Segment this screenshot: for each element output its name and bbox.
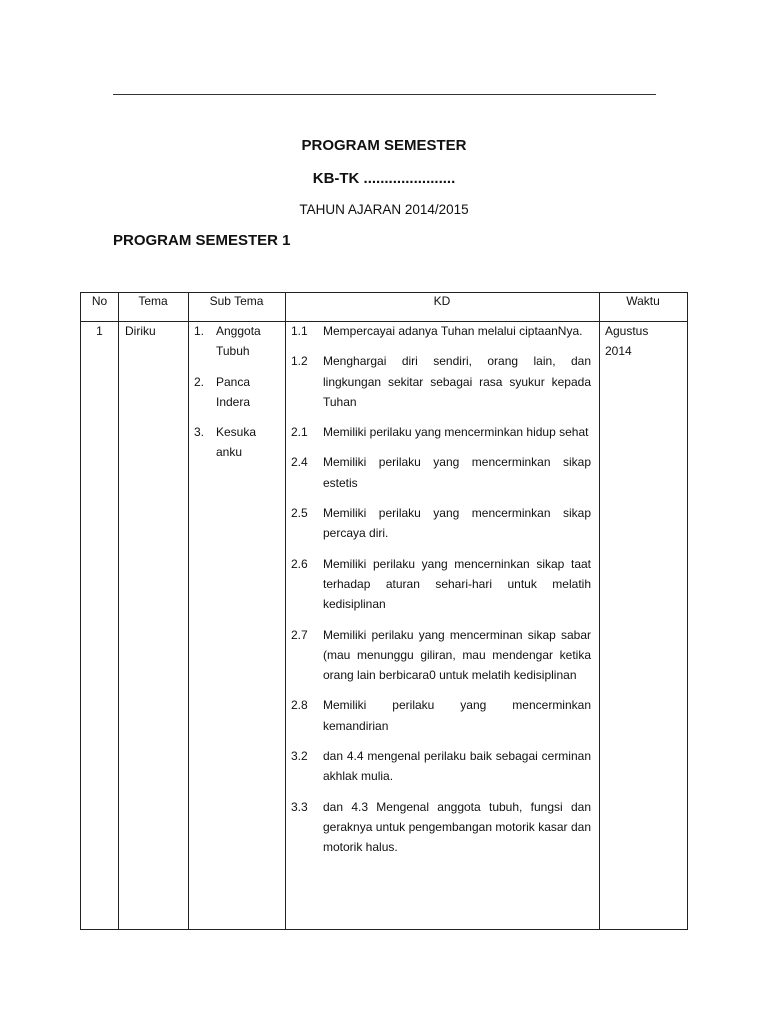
kd-number: 2.6 — [291, 556, 308, 571]
program-table — [80, 292, 688, 930]
sub-tema-item — [188, 372, 274, 413]
kd-text: dan 4.3 Mengenal anggota tubuh, fungsi dan geraknya untuk pengembangan motorik kasar dan motorik halus. — [323, 799, 591, 855]
sub-tema-number: 1. — [194, 324, 205, 338]
kd-text: Memiliki perilaku yang mencerminkan hidup sehat — [323, 425, 589, 440]
kd-number: 2.8 — [291, 698, 308, 713]
kd-number: 2.7 — [291, 627, 308, 642]
kd-item — [285, 351, 591, 412]
column-header-kd: KD — [433, 294, 451, 308]
sub-tema-item — [188, 321, 274, 362]
kd-text: Memiliki perilaku yang mencerminkan kemandirian — [323, 698, 591, 733]
kd-text: Mempercayai adanya Tuhan melalui ciptaanNya. — [323, 324, 583, 338]
kd-item — [285, 422, 591, 442]
kd-item — [285, 746, 591, 787]
sub-tema-text: Anggota Tubuh — [216, 324, 261, 359]
school-name: KB-TK ...................... — [312, 170, 456, 187]
kd-item — [285, 625, 591, 686]
kd-number: 1.1 — [291, 324, 308, 338]
top-rule — [113, 94, 656, 95]
row-no: 1 — [96, 324, 103, 338]
kd-number: 3.2 — [291, 749, 308, 764]
kd-item — [285, 321, 591, 341]
sub-tema-number: 3. — [194, 425, 205, 440]
column-header-waktu: Waktu — [626, 294, 660, 308]
kd-number: 3.3 — [291, 799, 308, 814]
kd-number: 2.5 — [291, 506, 308, 521]
sub-tema-text: Kesuka anku — [216, 425, 257, 460]
kd-item — [285, 452, 591, 493]
sub-tema-list — [188, 321, 274, 473]
sub-tema-item — [188, 422, 274, 463]
kd-number: 2.4 — [291, 455, 308, 470]
academic-year: TAHUN AJARAN 2014/2015 — [299, 202, 469, 217]
kd-text: Memiliki perilaku yang mencerminkan sikap percaya diri. — [323, 506, 591, 541]
kd-text: Memiliki perilaku yang mencerminan sikap sabar (mau menunggu giliran, mau mendengar ketika orang lain berbicara0 untuk melatih kedisiplinan — [323, 627, 591, 683]
kd-text: dan 4.4 mengenal perilaku baik sebagai cerminan akhlak mulia. — [323, 749, 591, 784]
row-waktu: Agustus 2014 — [605, 324, 649, 359]
kd-number: 2.1 — [291, 425, 308, 440]
column-divider — [599, 293, 600, 929]
column-header-tema: Tema — [138, 294, 168, 308]
kd-number: 1.2 — [291, 354, 308, 369]
kd-item — [285, 554, 591, 615]
row-tema: Diriku — [125, 324, 156, 338]
kd-item — [285, 695, 591, 736]
kd-list — [285, 321, 591, 868]
kd-text: Menghargai diri sendiri, orang lain, dan lingkungan sekitar sebagai rasa syukur kepada Tuhan — [323, 354, 591, 409]
column-header-no: No — [91, 294, 108, 308]
sub-tema-number: 2. — [194, 374, 205, 389]
semester-heading: PROGRAM SEMESTER 1 — [113, 232, 291, 249]
kd-text: Memiliki perilaku yang mencerninkan sikap taat terhadap aturan sehari-hari untuk melatih kedisiplinan — [323, 556, 591, 612]
column-divider — [118, 293, 119, 929]
kd-text: Memiliki perilaku yang mencerminkan sikap estetis — [323, 455, 591, 490]
kd-item — [285, 503, 591, 544]
kd-item — [285, 797, 591, 858]
column-header-sub-tema: Sub Tema — [209, 294, 264, 308]
sub-tema-text: Panca Indera — [216, 374, 251, 409]
document-title: PROGRAM SEMESTER — [301, 137, 467, 154]
